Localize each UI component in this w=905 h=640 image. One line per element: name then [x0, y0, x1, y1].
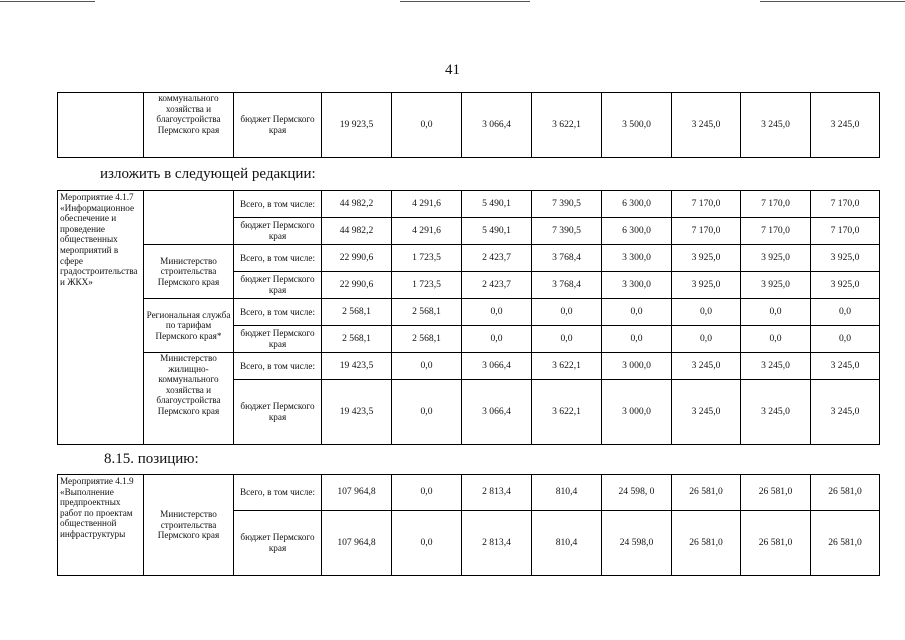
value-cell: 2 423,7 — [462, 272, 532, 299]
value-cell: 26 581,0 — [811, 511, 880, 576]
value-cell: 26 581,0 — [672, 475, 741, 511]
source-cell: Всего, в том числе: — [234, 475, 322, 511]
value-cell: 107 964,8 — [322, 511, 392, 576]
table-row — [58, 191, 880, 218]
value-cell: 3 925,0 — [741, 272, 811, 299]
value-cell: 3 300,0 — [602, 245, 672, 272]
value-cell: 3 622,1 — [532, 380, 602, 445]
value-cell: 810,4 — [532, 511, 602, 576]
value-cell: 2 813,4 — [462, 511, 532, 576]
value-cell: 3 245,0 — [811, 380, 880, 445]
source-cell: бюджет Пермского края — [234, 326, 322, 353]
source-cell: бюджет Пермского края — [234, 511, 322, 576]
value-cell: 0,0 — [462, 299, 532, 326]
value-cell: 3 300,0 — [602, 272, 672, 299]
measure-cell — [58, 93, 144, 158]
edit-heading: изложить в следующей редакции: — [100, 166, 316, 182]
value-cell: 0,0 — [392, 475, 462, 511]
value-cell: 22 990,6 — [322, 245, 392, 272]
value-cell: 7 170,0 — [672, 218, 741, 245]
source-cell: Всего, в том числе: — [234, 245, 322, 272]
top-rule-middle — [400, 1, 530, 2]
value-cell: 3 000,0 — [602, 353, 672, 380]
value-cell: 3 925,0 — [811, 245, 880, 272]
page-number: 41 — [445, 62, 460, 78]
value-cell: 0,0 — [672, 326, 741, 353]
value-cell: 3 925,0 — [672, 272, 741, 299]
value-cell: 1 723,5 — [392, 245, 462, 272]
value-cell: 3 768,4 — [532, 272, 602, 299]
value-cell: 5 490,1 — [462, 218, 532, 245]
value-cell: 7 390,5 — [532, 191, 602, 218]
value-cell: 7 170,0 — [811, 218, 880, 245]
table-previous-position — [57, 92, 880, 158]
value-cell: 3 622,1 — [532, 353, 602, 380]
value-cell: 0,0 — [392, 380, 462, 445]
table-row — [58, 353, 880, 380]
source-cell: Всего, в том числе: — [234, 191, 322, 218]
value-cell: 0,0 — [392, 511, 462, 576]
value-cell: 7 390,5 — [532, 218, 602, 245]
executor-cell: коммунального хозяйства и благоустройства Пермского края — [144, 93, 234, 158]
value-cell: 3 925,0 — [672, 245, 741, 272]
table-row — [58, 475, 880, 511]
value-cell: 0,0 — [532, 326, 602, 353]
table-row — [58, 93, 880, 158]
value-cell: 3 245,0 — [672, 93, 741, 158]
value-cell: 3 245,0 — [672, 353, 741, 380]
value-cell: 19 923,5 — [322, 93, 392, 158]
value-cell: 0,0 — [811, 299, 880, 326]
executor-cell: Министерство строительства Пермского края — [144, 245, 234, 299]
value-cell: 6 300,0 — [602, 218, 672, 245]
value-cell: 26 581,0 — [811, 475, 880, 511]
value-cell: 3 000,0 — [602, 380, 672, 445]
value-cell: 0,0 — [672, 299, 741, 326]
value-cell: 2 568,1 — [392, 326, 462, 353]
table-row — [58, 299, 880, 326]
value-cell: 2 423,7 — [462, 245, 532, 272]
value-cell: 0,0 — [602, 326, 672, 353]
table-measure-4-1-9 — [57, 474, 880, 576]
value-cell: 22 990,6 — [322, 272, 392, 299]
value-cell: 26 581,0 — [741, 475, 811, 511]
value-cell: 0,0 — [602, 299, 672, 326]
value-cell: 3 066,4 — [462, 93, 532, 158]
value-cell: 7 170,0 — [741, 218, 811, 245]
value-cell: 26 581,0 — [672, 511, 741, 576]
value-cell: 3 622,1 — [532, 93, 602, 158]
source-cell: бюджет Пермского края — [234, 218, 322, 245]
top-rule-right — [760, 1, 905, 2]
value-cell: 3 245,0 — [741, 380, 811, 445]
value-cell: 2 568,1 — [322, 326, 392, 353]
source-cell: Всего, в том числе: — [234, 353, 322, 380]
value-cell: 19 423,5 — [322, 353, 392, 380]
value-cell: 5 490,1 — [462, 191, 532, 218]
executor-cell: Министерство жилищно-коммунального хозяйства и благоустройства Пермского края — [144, 353, 234, 445]
value-cell: 3 245,0 — [672, 380, 741, 445]
value-cell: 3 245,0 — [741, 353, 811, 380]
value-cell: 3 245,0 — [741, 93, 811, 158]
value-cell: 810,4 — [532, 475, 602, 511]
value-cell: 19 423,5 — [322, 380, 392, 445]
value-cell: 0,0 — [462, 326, 532, 353]
value-cell: 7 170,0 — [672, 191, 741, 218]
value-cell: 7 170,0 — [741, 191, 811, 218]
value-cell: 0,0 — [811, 326, 880, 353]
value-cell: 4 291,6 — [392, 218, 462, 245]
value-cell: 4 291,6 — [392, 191, 462, 218]
section-heading-8-15: 8.15. позицию: — [104, 451, 199, 467]
value-cell: 3 245,0 — [811, 93, 880, 158]
value-cell: 3 925,0 — [741, 245, 811, 272]
value-cell: 3 066,4 — [462, 353, 532, 380]
value-cell: 0,0 — [392, 93, 462, 158]
value-cell: 3 500,0 — [602, 93, 672, 158]
value-cell: 2 813,4 — [462, 475, 532, 511]
value-cell: 3 245,0 — [811, 353, 880, 380]
source-cell: бюджет Пермского края — [234, 380, 322, 445]
value-cell: 0,0 — [741, 326, 811, 353]
source-cell: бюджет Пермского края — [234, 272, 322, 299]
value-cell: 2 568,1 — [392, 299, 462, 326]
value-cell: 24 598,0 — [602, 511, 672, 576]
value-cell: 44 982,2 — [322, 191, 392, 218]
value-cell: 3 925,0 — [811, 272, 880, 299]
value-cell: 0,0 — [741, 299, 811, 326]
value-cell: 107 964,8 — [322, 475, 392, 511]
table-row — [58, 245, 880, 272]
value-cell: 24 598, 0 — [602, 475, 672, 511]
executor-cell — [144, 191, 234, 245]
value-cell: 2 568,1 — [322, 299, 392, 326]
measure-cell: Мероприятие 4.1.9 «Выполнение предпроектных работ по проектам общественной инфраструктуры — [58, 475, 144, 576]
measure-cell: Мероприятие 4.1.7 «Информационное обеспечение и проведение общественных мероприятий в сфере градостроительства и ЖКХ» — [58, 191, 144, 445]
executor-cell: Региональная служба по тарифам Пермского края* — [144, 299, 234, 353]
value-cell: 0,0 — [532, 299, 602, 326]
value-cell: 6 300,0 — [602, 191, 672, 218]
source-cell: Всего, в том числе: — [234, 299, 322, 326]
top-rule-left — [0, 1, 95, 2]
value-cell: 3 768,4 — [532, 245, 602, 272]
executor-cell: Министерство строительства Пермского края — [144, 475, 234, 576]
source-cell: бюджет Пермского края — [234, 93, 322, 158]
value-cell: 1 723,5 — [392, 272, 462, 299]
value-cell: 44 982,2 — [322, 218, 392, 245]
value-cell: 7 170,0 — [811, 191, 880, 218]
table-measure-4-1-7 — [57, 190, 880, 445]
value-cell: 26 581,0 — [741, 511, 811, 576]
value-cell: 0,0 — [392, 353, 462, 380]
value-cell: 3 066,4 — [462, 380, 532, 445]
